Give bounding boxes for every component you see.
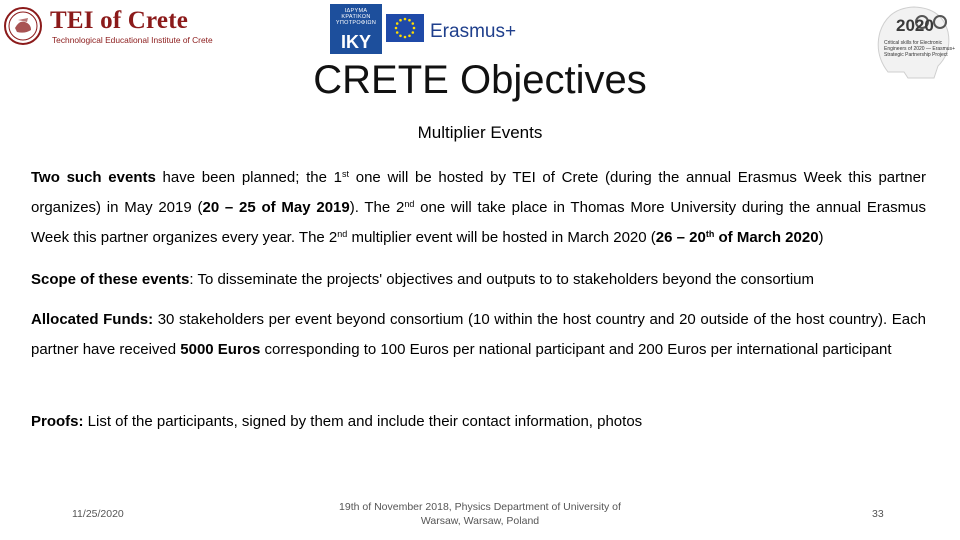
footer-event-line-1: 19th of November 2018, Physics Department of University of [339,501,621,513]
iky-greek-line-1: ΙΔΡΥΜΑ [344,8,368,14]
paragraph-allocated-funds [31,305,926,365]
text-segment: corresponding to 100 Euros per national participant and 200 Euros per international participant [260,341,892,358]
tei-emblem-icon [3,6,43,46]
ordinal-suffix: st [342,169,350,179]
slide-subtitle: Multiplier Events [417,123,543,142]
scope-label: Scope of these events [31,271,190,288]
project-2020-text: 2020 [896,16,934,35]
tei-subtitle: Technological Educational Institute of Crete [52,35,213,45]
slide-title: CRETE Objectives [313,58,647,102]
footer-event-line-2: Warsaw, Warsaw, Poland [420,515,540,527]
text-segment: one will take place in Thomas More University during the annual Erasmus Week this partner organizes every year. The 2 [31,199,926,246]
funds-amount: 5000 Euros [180,341,261,358]
scope-text: : To disseminate the projects' objectives and outputs to to stakeholders beyond the consortium [189,271,815,288]
tei-crete-logo [0,2,213,46]
date-range: 20 – 25 of May 2019 [202,199,350,216]
text-segment: ) [818,229,824,246]
iky-greek-line-2: ΚΡΑΤΙΚΩΝ [341,14,371,21]
ordinal-suffix: nd [404,199,415,209]
eu-flag-icon [386,14,424,42]
proofs-label: Proofs: [31,413,84,430]
iky-greek-line-3: ΥΠΟΤΡΟΦΙΩΝ [335,20,377,27]
erasmus-plus-wordmark: Erasmus+ [430,21,517,42]
date-range: of March 2020 [714,229,819,246]
text-segment: have been planned; the 1 [155,169,342,186]
footer-date: 11/25/2020 [72,508,124,520]
date-range: 26 – 20 [655,229,706,246]
text-segment: one will be hosted by TEI of Crete (during the annual Erasmus Week this partner organizes) in May 2019 ( [31,169,926,216]
paragraph-scope [31,265,926,295]
tei-title: TEI of Crete [50,7,189,34]
text-segment: ). The 2 [349,199,405,216]
proofs-text: List of the participants, signed by them and include their contact information, photos [83,413,643,430]
iky-greek-name [330,8,382,27]
footer-event [320,500,640,528]
iky-wordmark: IKY [340,32,371,52]
page-number: 33 [872,508,884,520]
project-2020-caption: Critical skills for Electronic Engineers of 2020 — Erasmus+ Strategic Partnership Project [884,40,956,58]
iky-logo [330,4,382,54]
paragraph-proofs [31,407,926,437]
funds-label: Allocated Funds: [31,311,154,328]
paragraph-events-planned [31,163,926,253]
text-segment: 30 stakeholders per event beyond consortium (10 within the host country and 20 outside of the host country). Each partner have received [31,311,926,358]
lead-text: Two such events [31,169,156,186]
ordinal-suffix: nd [337,229,348,239]
ordinal-suffix: th [705,229,715,239]
text-segment: multiplier event will be hosted in March 2020 ( [347,229,656,246]
